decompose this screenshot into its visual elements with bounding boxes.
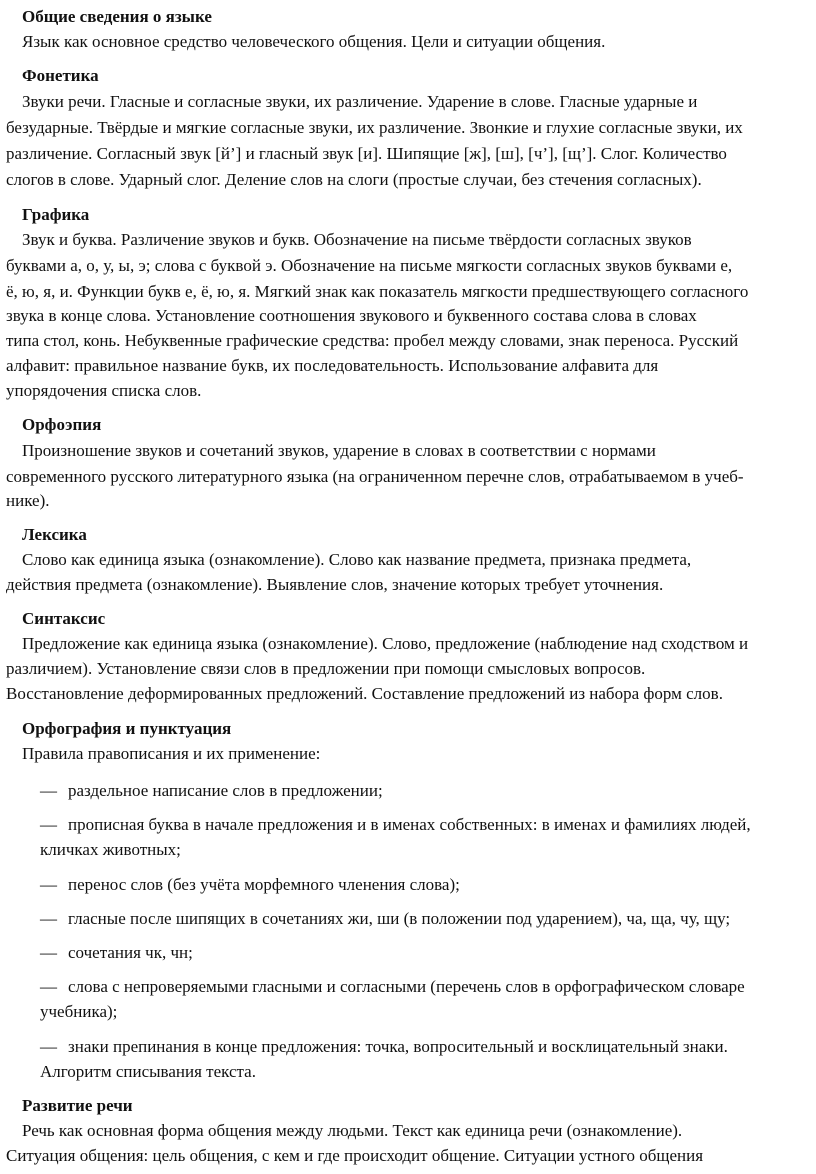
paragraph-line: буквами а, о, у, ы, э; слова с буквой э. Обозначение на письме мягкости согласных звуков буквами е, [6,256,733,275]
paragraph-line: безударные. Твёрдые и мягкие согласные звуки, их различение. Звонкие и глухие согласные звуки, их [6,118,743,137]
paragraph-line: Слово как единица языка (ознакомление). Слово как название предмета, признака предмета, [22,550,692,569]
list-item-text: гласные после шипящих в сочетаниях жи, ши (в положении под ударением), ча, ща, чу, щу; [68,909,731,928]
list-item-text: раздельное написание слов в предложении; [68,781,383,800]
list-item-continuation: кличках животных; [40,840,181,859]
dash-marker: — [40,909,57,928]
paragraph-line: Звук и буква. Различение звуков и букв. Обозначение на письме твёрдости согласных звуков [22,230,692,249]
paragraph-line: Звуки речи. Гласные и согласные звуки, их различение. Ударение в слове. Гласные ударные и [22,92,698,111]
dash-marker: — [40,815,57,834]
dash-marker: — [40,943,57,962]
list-item [40,874,460,896]
paragraph-line: алфавит: правильное название букв, их последовательность. Использование алфавита для [6,356,659,375]
list-item [40,814,751,836]
list-item [40,942,193,964]
paragraph-line: Правила правописания и их применение: [22,744,321,763]
heading-obshchie: Общие сведения о языке [22,7,212,26]
list-item-text: прописная буква в начале предложения и в именах собственных: в именах и фамилиях людей, [68,815,751,834]
heading-razvitie: Развитие речи [22,1096,133,1115]
paragraph-line: Произношение звуков и сочетаний звуков, ударение в словах в соответствии с нормами [22,441,656,460]
paragraph-line: Предложение как единица языка (ознакомление). Слово, предложение (наблюдение над сходством и [22,634,749,653]
paragraph-line: современного русского литературного языка (на ограниченном перечне слов, отрабатываемом в учеб- [6,467,744,486]
list-item-continuation: учебника); [40,1002,118,1021]
heading-grafika: Графика [22,205,90,224]
paragraph-line: Ситуация общения: цель общения, с кем и где происходит общение. Ситуации устного общения [6,1146,704,1165]
dash-marker: — [40,977,57,996]
list-item [40,1036,728,1058]
paragraph-line: Язык как основное средство человеческого общения. Цели и ситуации общения. [22,32,606,51]
heading-fonetika: Фонетика [22,66,99,85]
list-item-continuation: Алгоритм списывания текста. [40,1062,256,1081]
list-item-text: знаки препинания в конце предложения: точка, вопросительный и восклицательный знаки. [68,1037,728,1056]
list-item [40,908,730,930]
list-item [40,780,383,802]
paragraph-line: типа стол, конь. Небуквенные графические средства: пробел между словами, знак переноса. Русский [6,331,739,350]
paragraph-line: звука в конце слова. Установление соотношения звукового и буквенного состава слова в словах [6,306,697,325]
dash-marker: — [40,875,57,894]
paragraph-line: различием). Установление связи слов в предложении при помощи смысловых вопросов. [6,659,646,678]
heading-orfografiya: Орфография и пунктуация [22,719,232,738]
list-item [40,976,745,998]
paragraph-line: действия предмета (ознакомление). Выявление слов, значение которых требует уточнения. [6,575,664,594]
paragraph-line: Восстановление деформированных предложений. Составление предложений из набора форм слов. [6,684,723,703]
paragraph-line: слогов в слове. Ударный слог. Деление слов на слоги (простые случаи, без стечения согласных). [6,170,702,189]
paragraph-line: различение. Согласный звук [й’] и гласный звук [и]. Шипящие [ж], [ш], [ч’], [щ’]. Слог. Количество [6,144,727,163]
list-item-text: сочетания чк, чн; [68,943,193,962]
dash-marker: — [40,1037,57,1056]
paragraph-line: Речь как основная форма общения между людьми. Текст как единица речи (ознакомление). [22,1121,683,1140]
dash-marker: — [40,781,57,800]
paragraph-line: упорядочения списка слов. [6,381,202,400]
list-item-text: перенос слов (без учёта морфемного членения слова); [68,875,460,894]
heading-orfoepiya: Орфоэпия [22,415,102,434]
paragraph-line: ё, ю, я, и. Функции букв е, ё, ю, я. Мягкий знак как показатель мягкости предшествующего согласного [6,282,749,301]
list-item-text: слова с непроверяемыми гласными и согласными (перечень слов в орфографическом словаре [68,977,745,996]
paragraph-line: нике). [6,491,50,510]
heading-leksika: Лексика [22,525,87,544]
heading-sintaksis: Синтаксис [22,609,106,628]
